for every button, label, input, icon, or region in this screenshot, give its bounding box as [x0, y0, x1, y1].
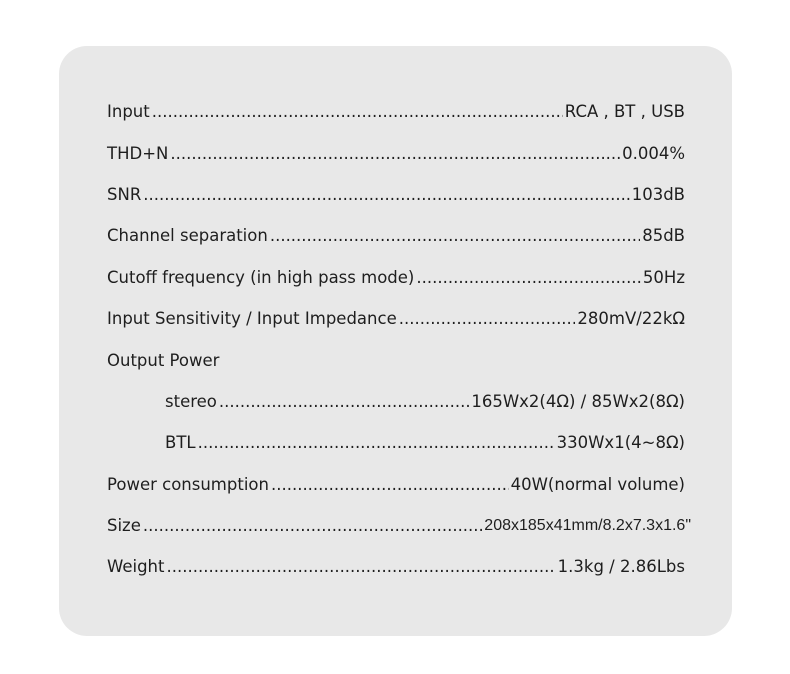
spec-label: Power consumption: [107, 474, 269, 494]
section-heading: Output Power: [107, 350, 220, 370]
spec-row-thdn: [107, 132, 685, 173]
spec-value: 165Wx2(4Ω) / 85Wx2(8Ω): [471, 391, 685, 411]
spec-row-snr: [107, 174, 685, 215]
spec-row-cutoff-frequency: [107, 257, 685, 298]
spec-row-size: [107, 505, 691, 546]
spec-label: Weight: [107, 557, 165, 577]
leader-dots: [219, 392, 469, 411]
spec-label: Input: [107, 102, 150, 122]
leader-dots: [198, 433, 555, 452]
spec-row-input-sensitivity: [107, 298, 685, 339]
spec-label: Cutoff frequency (in high pass mode): [107, 267, 415, 287]
spec-label: BTL: [165, 433, 196, 453]
spec-value: 85dB: [642, 226, 685, 246]
spec-label: Channel separation: [107, 226, 268, 246]
spec-label: stereo: [165, 391, 217, 411]
spec-value: RCA , BT , USB: [564, 102, 685, 122]
leader-dots: [143, 516, 482, 535]
leader-dots: [166, 557, 555, 576]
spec-label: THD+N: [107, 143, 169, 163]
leader-dots: [152, 102, 563, 121]
spec-row-weight: [107, 546, 685, 587]
spec-row-stereo: [107, 381, 685, 422]
leader-dots: [270, 226, 640, 245]
spec-heading-output-power: [107, 339, 685, 380]
spec-row-power-consumption: [107, 464, 685, 505]
spec-label: Input Sensitivity / Input Impedance: [107, 309, 397, 329]
spec-value: 40W(normal volume): [510, 474, 685, 494]
spec-row-input: [107, 91, 685, 132]
spec-value: 330Wx1(4~8Ω): [556, 433, 685, 453]
spec-value: 50Hz: [642, 267, 685, 287]
leader-dots: [399, 309, 576, 328]
spec-label: SNR: [107, 184, 142, 204]
leader-dots: [170, 144, 620, 163]
leader-dots: [416, 268, 641, 287]
spec-value: 1.3kg / 2.86Lbs: [557, 557, 685, 577]
leader-dots: [143, 185, 629, 204]
spec-list: [107, 91, 691, 588]
spec-row-btl: [107, 422, 685, 463]
spec-label: Size: [107, 516, 141, 536]
spec-value: 280mV/22kΩ: [577, 309, 685, 329]
leader-dots: [271, 475, 509, 494]
spec-value: 103dB: [631, 184, 685, 204]
spec-value: 0.004%: [622, 143, 685, 163]
spec-row-channel-separation: [107, 215, 685, 256]
spec-value: 208x185x41mm/8.2x7.3x1.6": [484, 516, 691, 534]
